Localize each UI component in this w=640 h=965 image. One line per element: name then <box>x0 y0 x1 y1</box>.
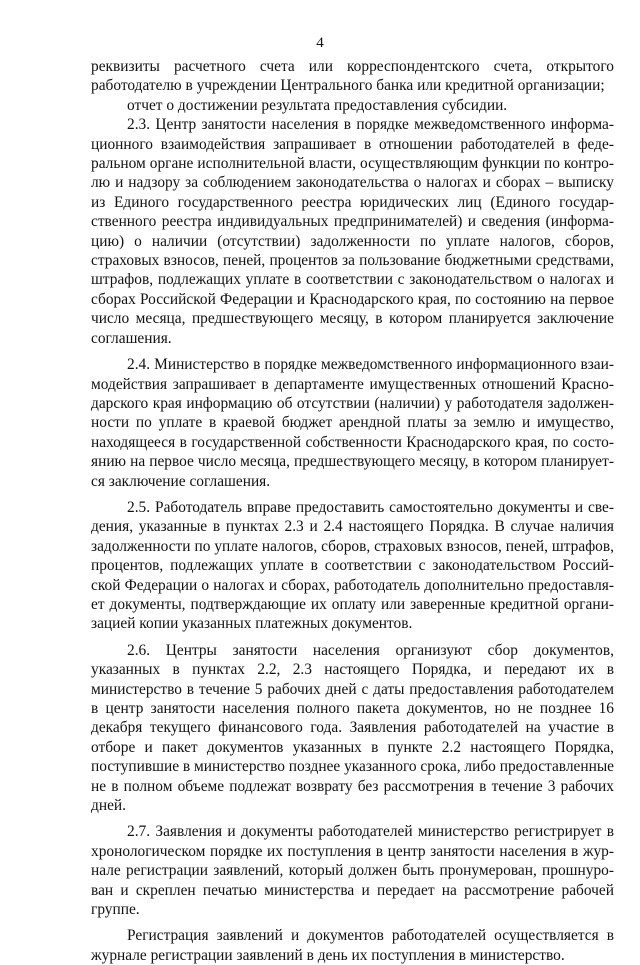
document-body <box>91 57 614 965</box>
paragraph-report: отчет о достижении результата предоставления субсидии. <box>127 96 508 114</box>
paragraph-2-3: 2.3. Центр занятости населения в порядке межведомственного информационного взаимодействия запрашивает в отношении работодателей в федеральном органе исполнительной власти, осуществляющим функции по контролю и надзору за соблюдением законодательства о налогах и сборах – выписку из Единого государственного реестра юридических лиц (Единого государственного реестра индивидуальных предпринимателей) и сведения (информацию) о наличии (отсутствии) задолженности по уплате налогов, сборов, страховых взносов, пеней, процентов за пользование бюджетными средствами, штрафов, подлежащих уплате в соответствии с законодательством о налогах и сборах Российской Федерации и Краснодарского края, по состоянию на первое число месяца, предшествующего месяцу, в котором планируется заключение соглашения. <box>91 116 614 347</box>
paragraph-registration: Регистрация заявлений и документов работодателей осуществляется в журнале регистрации заявлений в день их поступления в министерство. <box>91 927 614 964</box>
paragraph-2-6: 2.6. Центры занятости населения организуют сбор документов, указанных в пунктах 2.2, 2.3 настоящего Порядка, и передают их в министерство в течение 5 рабочих дней с даты предоставления работодателем в центр занятости населения полного пакета документов, но не позднее 16 декабря текущего финансового года. Заявления работодателей на участие в отборе и пакет документов указанных в пункте 2.2 настоящего Порядка, поступившие в министерство позднее указанного срока, либо предоставленные не в полном объеме подлежат возврату без рассмотрения в течение 3 рабочих дней. <box>91 641 614 815</box>
paragraph-2-4: 2.4. Министерство в порядке межведомственного информационного взаимодействия запрашивает в департаменте имущественных отношений Краснодарского края информацию об отсутствии (наличии) у работодателя задолженности по уплате в краевой бюджет арендной платы за землю и имущество, находящееся в государственной собственности Краснодарского края, по состоянию на первое число месяца, предшествующего месяцу, в котором планируется заключение соглашения. <box>91 356 614 490</box>
paragraph-requisites: реквизиты расчетного счета или корреспондентского счета, открытого работодателю в учреждении Центрального банка или кредитной организации; <box>91 58 614 95</box>
page-number: 4 <box>316 35 324 51</box>
paragraph-2-5: 2.5. Работодатель вправе предоставить самостоятельно документы и сведения, указанные в пунктах 2.3 и 2.4 настоящего Порядка. В случае наличия задолженности по уплате налогов, сборов, страховых взносов, пеней, штрафов, процентов, подлежащих уплате в соответствии с законодательством Российской Федерации о налогах и сборах, работодатель дополнительно предоставляет документы, подтверждающие их оплату или заверенные кредитной организацией копии указанных платежных документов. <box>91 498 614 633</box>
paragraph-2-7: 2.7. Заявления и документы работодателей министерство регистрирует в хронологическом порядке их поступления в центр занятости населения в журнале регистрации заявлений, который должен быть пронумерован, прошнурован и скреплен печатью министерства и передает на рассмотрение рабочей группе. <box>91 823 614 919</box>
